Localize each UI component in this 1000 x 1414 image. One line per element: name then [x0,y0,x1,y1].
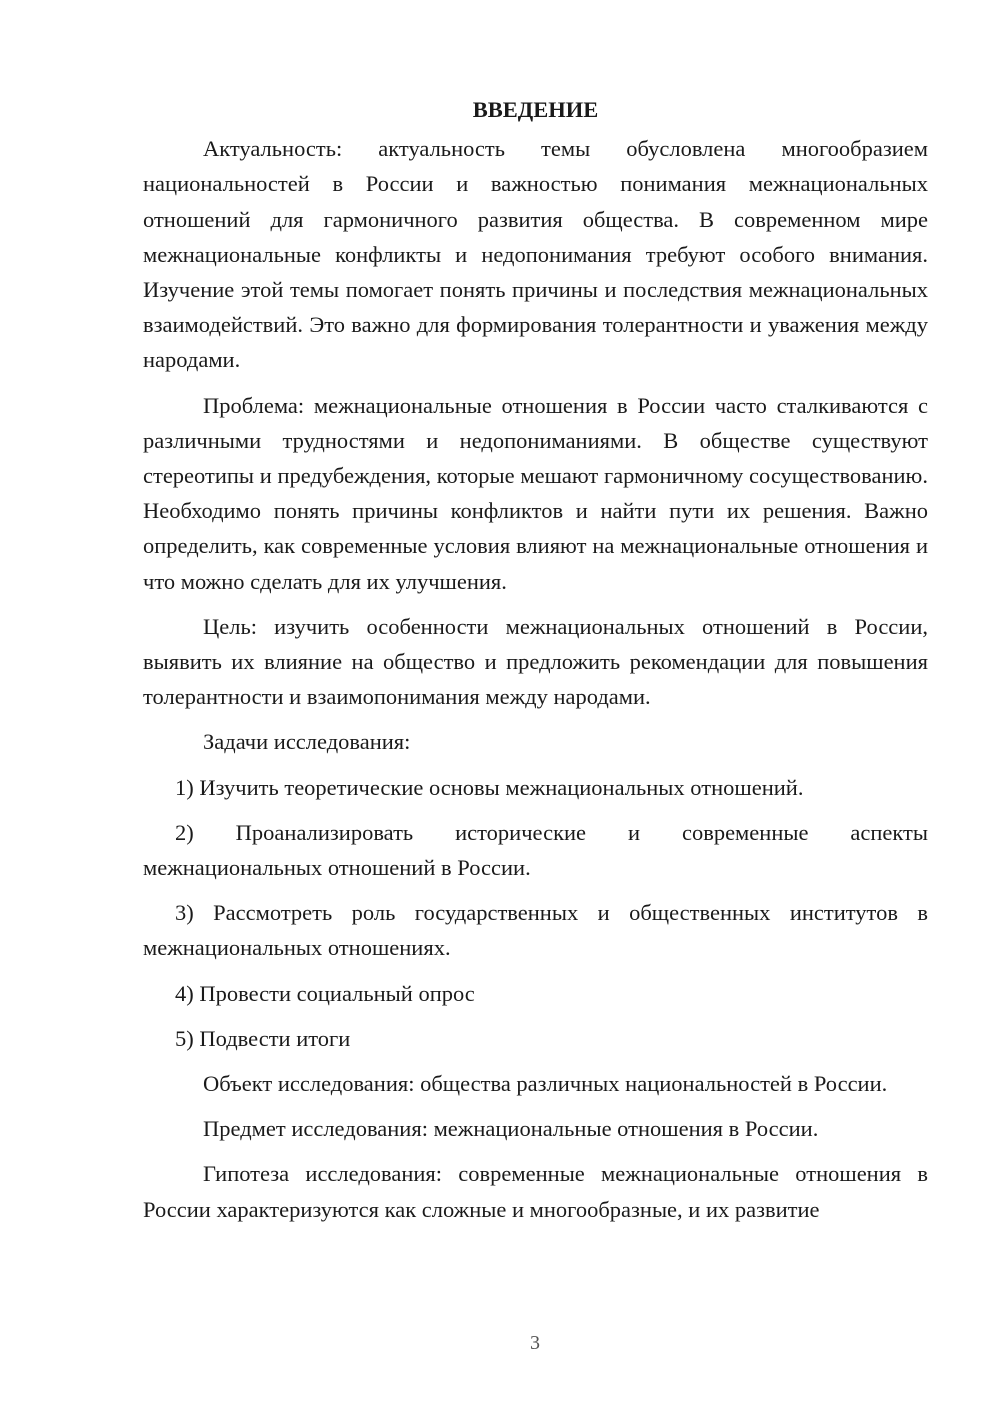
task-item-3: 3) Рассмотреть роль государственных и общественных институтов в межнациональных отношениях. [143,900,928,961]
section-heading: ВВЕДЕНИЕ [472,97,599,122]
tasks-heading: Задачи исследования: [203,729,411,755]
task-item-5: 5) Подвести итоги [175,1025,351,1051]
hypothesis-paragraph: Гипотеза исследования: современные межнациональные отношения в России характеризуются как сложные и многообразные, и их развитие [143,1161,928,1222]
subject-paragraph: Предмет исследования: межнациональные отношения в России. [203,1116,819,1142]
task-item-2: 2) Проанализировать исторические и современные аспекты межнациональных отношений в России. [143,819,928,881]
object-paragraph: Объект исследования: общества различных национальностей в России. [203,1071,888,1097]
problem-paragraph: Проблема: межнациональные отношения в России часто сталкиваются с различными трудностями и недопониманиями. В обществе существуют стереотипы и предубеждения, которые мешают гармоничному сосуществованию. Необходимо понять причины конфликтов и найти пути их решения. Важно определить, как современные условия влияют на межнациональные отношения и что можно сделать для их улучшения. [143,392,928,594]
document-body [143,92,928,1237]
task-item-1: 1) Изучить теоретические основы межнациональных отношений. [175,774,804,800]
page-number: 3 [530,1332,540,1354]
relevance-paragraph: Актуальность: актуальность темы обусловлена многообразием национальностей в России и важностью понимания межнациональных отношений для гармоничного развития общества. В современном мире межнациональные конфликты и недопонимания требуют особого внимания. Изучение этой темы помогает понять причины и последствия межнациональных взаимодействий. Это важно для формирования толерантности и уважения между народами. [143,136,928,373]
task-item-4: 4) Провести социальный опрос [175,980,475,1006]
goal-paragraph: Цель: изучить особенности межнациональных отношений в России, выявить их влияние на общество и предложить рекомендации для повышения толерантности и взаимопонимания между народами. [143,613,928,710]
